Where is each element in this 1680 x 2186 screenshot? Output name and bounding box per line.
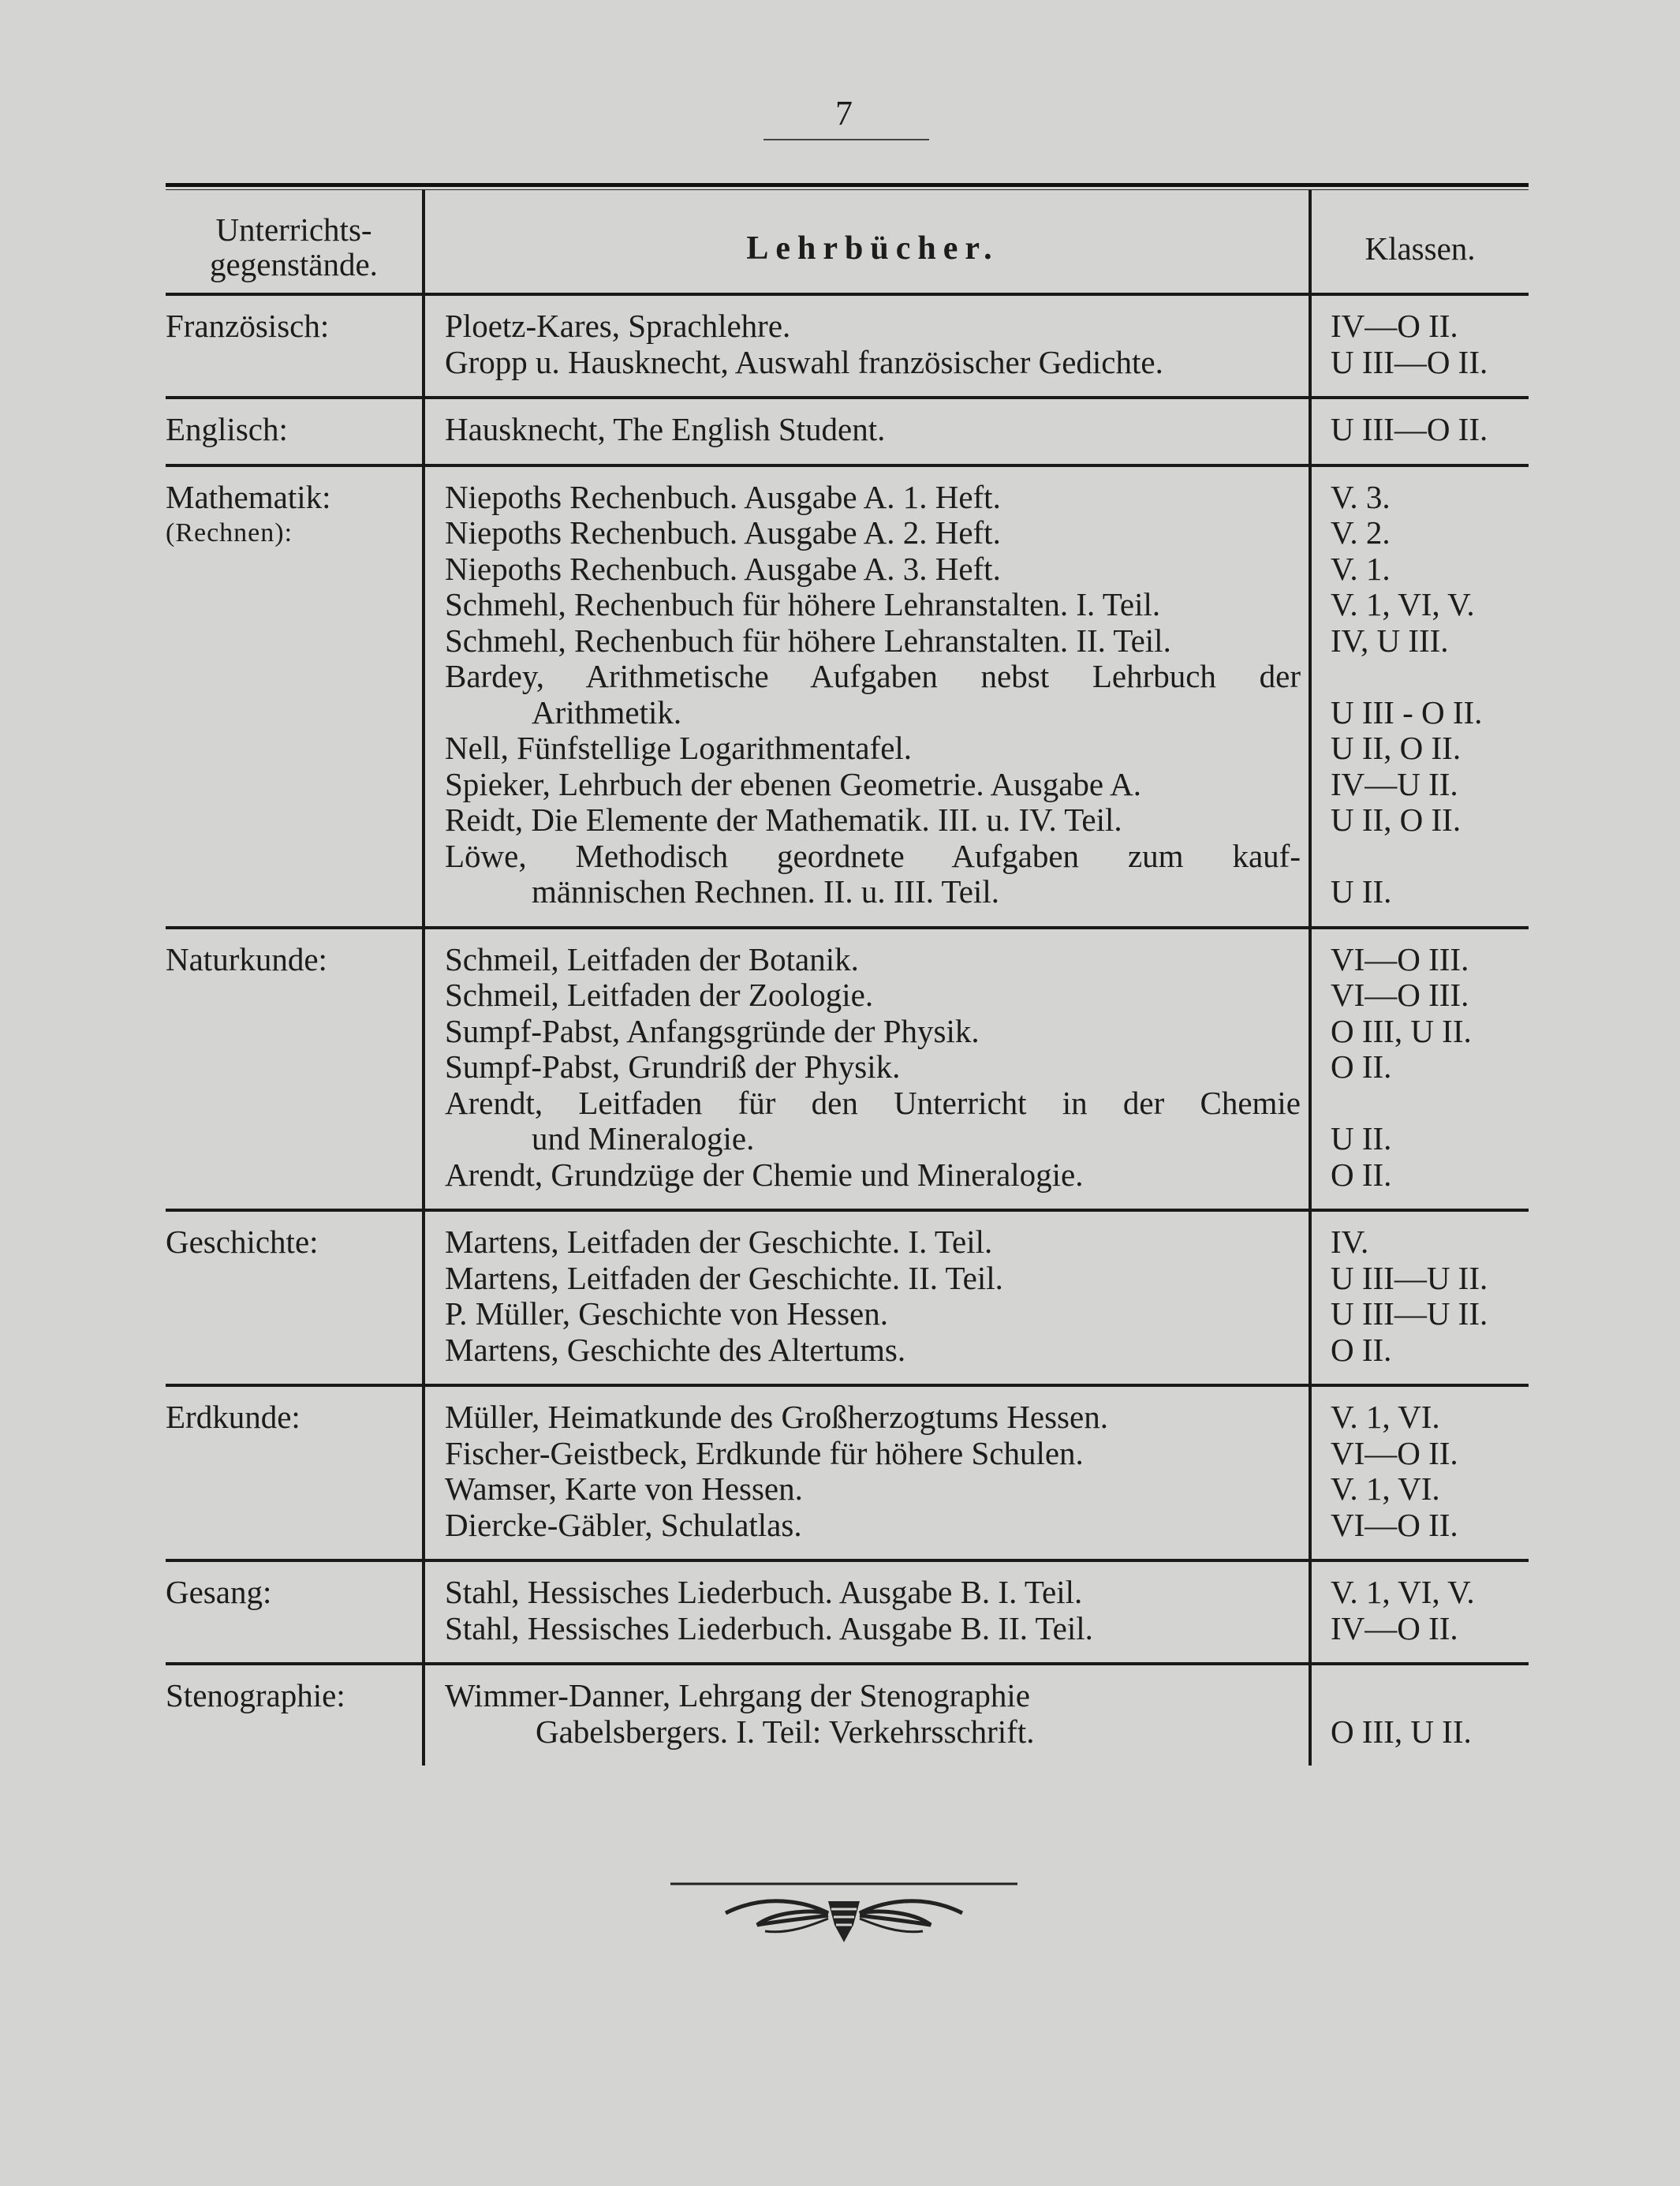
class-entry: V. 1, VI. [1331, 1399, 1440, 1435]
table-header-row [166, 190, 1529, 296]
classes-cell [1312, 929, 1529, 1209]
classes-cell [1312, 296, 1529, 396]
books-cell [422, 296, 1312, 396]
books-cell [422, 1387, 1312, 1559]
classes-cell [1312, 1665, 1529, 1766]
class-entry [1331, 659, 1529, 695]
classes-cell [1312, 1387, 1529, 1559]
book-entry: Gropp u. Hausknecht, Auswahl französischer Gedichte. [445, 343, 1163, 380]
class-entry: O III, U II. [1331, 1012, 1472, 1049]
book-entry: Diercke-Gäbler, Schulatlas. [445, 1506, 802, 1543]
class-entry: U II, O II. [1331, 802, 1462, 838]
class-entry: IV, U III. [1331, 622, 1449, 659]
book-entry: Martens, Leitfaden der Geschichte. I. Teil. [445, 1224, 993, 1260]
book-entry-continuation: Arithmetik. [532, 693, 682, 731]
class-entry: O II. [1331, 1048, 1392, 1085]
book-entry: Hausknecht, The English Student. [445, 411, 886, 447]
subject-cell [166, 296, 422, 396]
book-entry: Niepoths Rechenbuch. Ausgabe A. 1. Heft. [445, 478, 1001, 515]
class-entry: V. 1, VI, V. [1331, 586, 1475, 622]
class-entry: VI—O III. [1331, 940, 1469, 977]
book-entry: Arendt, Leitfaden für den Unterricht in der Chemie [445, 1084, 1301, 1121]
class-entry: IV—O II. [1331, 1609, 1458, 1646]
header-subjects [166, 190, 422, 293]
book-entry: Nell, Fünfstellige Logarithmentafel. [445, 730, 913, 766]
class-entry: U II. [1331, 1120, 1392, 1157]
book-entry: P. Müller, Geschichte von Hessen. [445, 1295, 889, 1332]
table-row [166, 1212, 1529, 1387]
books-cell [422, 929, 1312, 1209]
book-entry: Stahl, Hessisches Liederbuch. Ausgabe B. I. Teil. [445, 1574, 1083, 1610]
classes-cell [1312, 1212, 1529, 1384]
book-entry: Stahl, Hessisches Liederbuch. Ausgabe B. II. Teil. [445, 1609, 1093, 1646]
book-entry: Fischer-Geistbeck, Erdkunde für höhere Schulen. [445, 1434, 1084, 1471]
book-entry-continuation: Gabelsbergers. I. Teil: Verkehrsschrift. [536, 1713, 1035, 1750]
book-entry: Sumpf-Pabst, Grundriß der Physik. [445, 1048, 901, 1085]
table-row [166, 467, 1529, 929]
book-entry: Löwe, Methodisch geordnete Aufgaben zum kauf- [445, 837, 1301, 874]
class-entry: V. 1, VI, V. [1331, 1574, 1475, 1610]
class-entry: V. 3. [1331, 478, 1391, 515]
book-entry: Spieker, Lehrbuch der ebenen Geometrie. Ausgabe A. [445, 765, 1141, 802]
class-entry: U III - O II. [1331, 693, 1483, 731]
subject-note: (Rechnen): [166, 518, 293, 547]
decorative-ornament-icon [670, 1878, 1017, 1949]
book-entry: Schmehl, Rechenbuch für höhere Lehranstalten. II. Teil. [445, 622, 1171, 659]
header-classes: Klassen. [1365, 230, 1476, 267]
subject-label: Gesang: [166, 1574, 272, 1610]
table-row [166, 1665, 1529, 1766]
class-entry: U III—U II. [1331, 1259, 1488, 1296]
subject-cell [166, 1387, 422, 1559]
class-entry: U III—O II. [1331, 411, 1488, 447]
table-row [166, 1562, 1529, 1665]
subject-label: Englisch: [166, 411, 288, 447]
page-number-rule [763, 139, 929, 140]
book-entry: Arendt, Grundzüge der Chemie und Mineralogie. [445, 1156, 1084, 1193]
book-entry: Schmeil, Leitfaden der Botanik. [445, 940, 859, 977]
class-entry: O II. [1331, 1156, 1392, 1193]
book-entry: Wimmer-Danner, Lehrgang der Stenographie [445, 1677, 1030, 1713]
subject-label: Geschichte: [166, 1224, 319, 1260]
book-entry: Ploetz-Kares, Sprachlehre. [445, 308, 791, 344]
subject-cell [166, 1212, 422, 1384]
table-row [166, 296, 1529, 399]
class-entry: U III—O II. [1331, 343, 1488, 380]
book-entry: Schmeil, Leitfaden der Zoologie. [445, 977, 874, 1013]
header-textbooks: Lehrbücher. [422, 190, 1312, 293]
subject-cell [166, 1562, 422, 1662]
class-entry: IV. [1331, 1224, 1369, 1260]
book-entry: Schmehl, Rechenbuch für höhere Lehranstalten. I. Teil. [445, 586, 1161, 622]
class-entry: O III, U II. [1331, 1713, 1472, 1750]
table-top-rule [166, 183, 1529, 190]
book-entry: Niepoths Rechenbuch. Ausgabe A. 3. Heft. [445, 550, 1001, 587]
books-cell [422, 399, 1312, 464]
book-entry: Martens, Leitfaden der Geschichte. II. Teil. [445, 1259, 1003, 1296]
class-entry [1331, 1086, 1529, 1122]
class-entry: V. 1. [1331, 550, 1391, 587]
subject-label: Mathematik: [166, 478, 331, 515]
class-entry: O II. [1331, 1331, 1392, 1368]
class-entry [1331, 839, 1529, 875]
book-entry: Sumpf-Pabst, Anfangsgründe der Physik. [445, 1012, 980, 1049]
class-entry: IV—O II. [1331, 308, 1458, 344]
book-entry-continuation: und Mineralogie. [532, 1120, 755, 1157]
header-subjects-line1: Unterrichts- [215, 211, 372, 248]
subject-cell [166, 399, 422, 464]
books-cell [422, 1665, 1312, 1766]
subject-cell [166, 467, 422, 926]
classes-cell [1312, 467, 1529, 926]
subject-cell [166, 1665, 422, 1766]
table-row [166, 1387, 1529, 1562]
books-cell [422, 1212, 1312, 1384]
class-entry: U II. [1331, 873, 1392, 910]
subject-label: Naturkunde: [166, 940, 327, 977]
subject-label: Stenographie: [166, 1677, 345, 1713]
subject-cell [166, 929, 422, 1209]
book-entry: Niepoths Rechenbuch. Ausgabe A. 2. Heft. [445, 514, 1001, 551]
class-entry: VI—O II. [1331, 1506, 1458, 1543]
class-entry: VI—O III. [1331, 977, 1469, 1013]
class-entry: V. 2. [1331, 514, 1391, 551]
class-entry: VI—O II. [1331, 1434, 1458, 1471]
book-entry: Müller, Heimatkunde des Großherzogtums Hessen. [445, 1399, 1108, 1435]
book-entry: Martens, Geschichte des Altertums. [445, 1331, 906, 1368]
class-entry [1331, 1678, 1529, 1714]
classes-cell [1312, 399, 1529, 464]
books-cell [422, 1562, 1312, 1662]
book-entry-continuation: männischen Rechnen. II. u. III. Teil. [532, 873, 999, 910]
subject-label: Französisch: [166, 308, 330, 344]
table-row [166, 929, 1529, 1213]
class-entry: V. 1, VI. [1331, 1470, 1440, 1507]
classes-cell [1312, 1562, 1529, 1662]
class-entry: U III—U II. [1331, 1295, 1488, 1332]
subject-label: Erdkunde: [166, 1399, 301, 1435]
class-entry: IV—U II. [1331, 765, 1458, 802]
table-row [166, 399, 1529, 467]
books-cell [422, 467, 1312, 926]
page-number: 7 [835, 94, 853, 133]
class-entry: U II, O II. [1331, 730, 1462, 766]
book-entry: Wamser, Karte von Hessen. [445, 1470, 803, 1507]
header-subjects-line2: gegenstände. [210, 246, 378, 282]
book-entry: Bardey, Arithmetische Aufgaben nebst Lehrbuch der [445, 658, 1301, 694]
book-entry: Reidt, Die Elemente der Mathematik. III. u. IV. Teil. [445, 802, 1122, 838]
textbook-table [166, 183, 1529, 1766]
